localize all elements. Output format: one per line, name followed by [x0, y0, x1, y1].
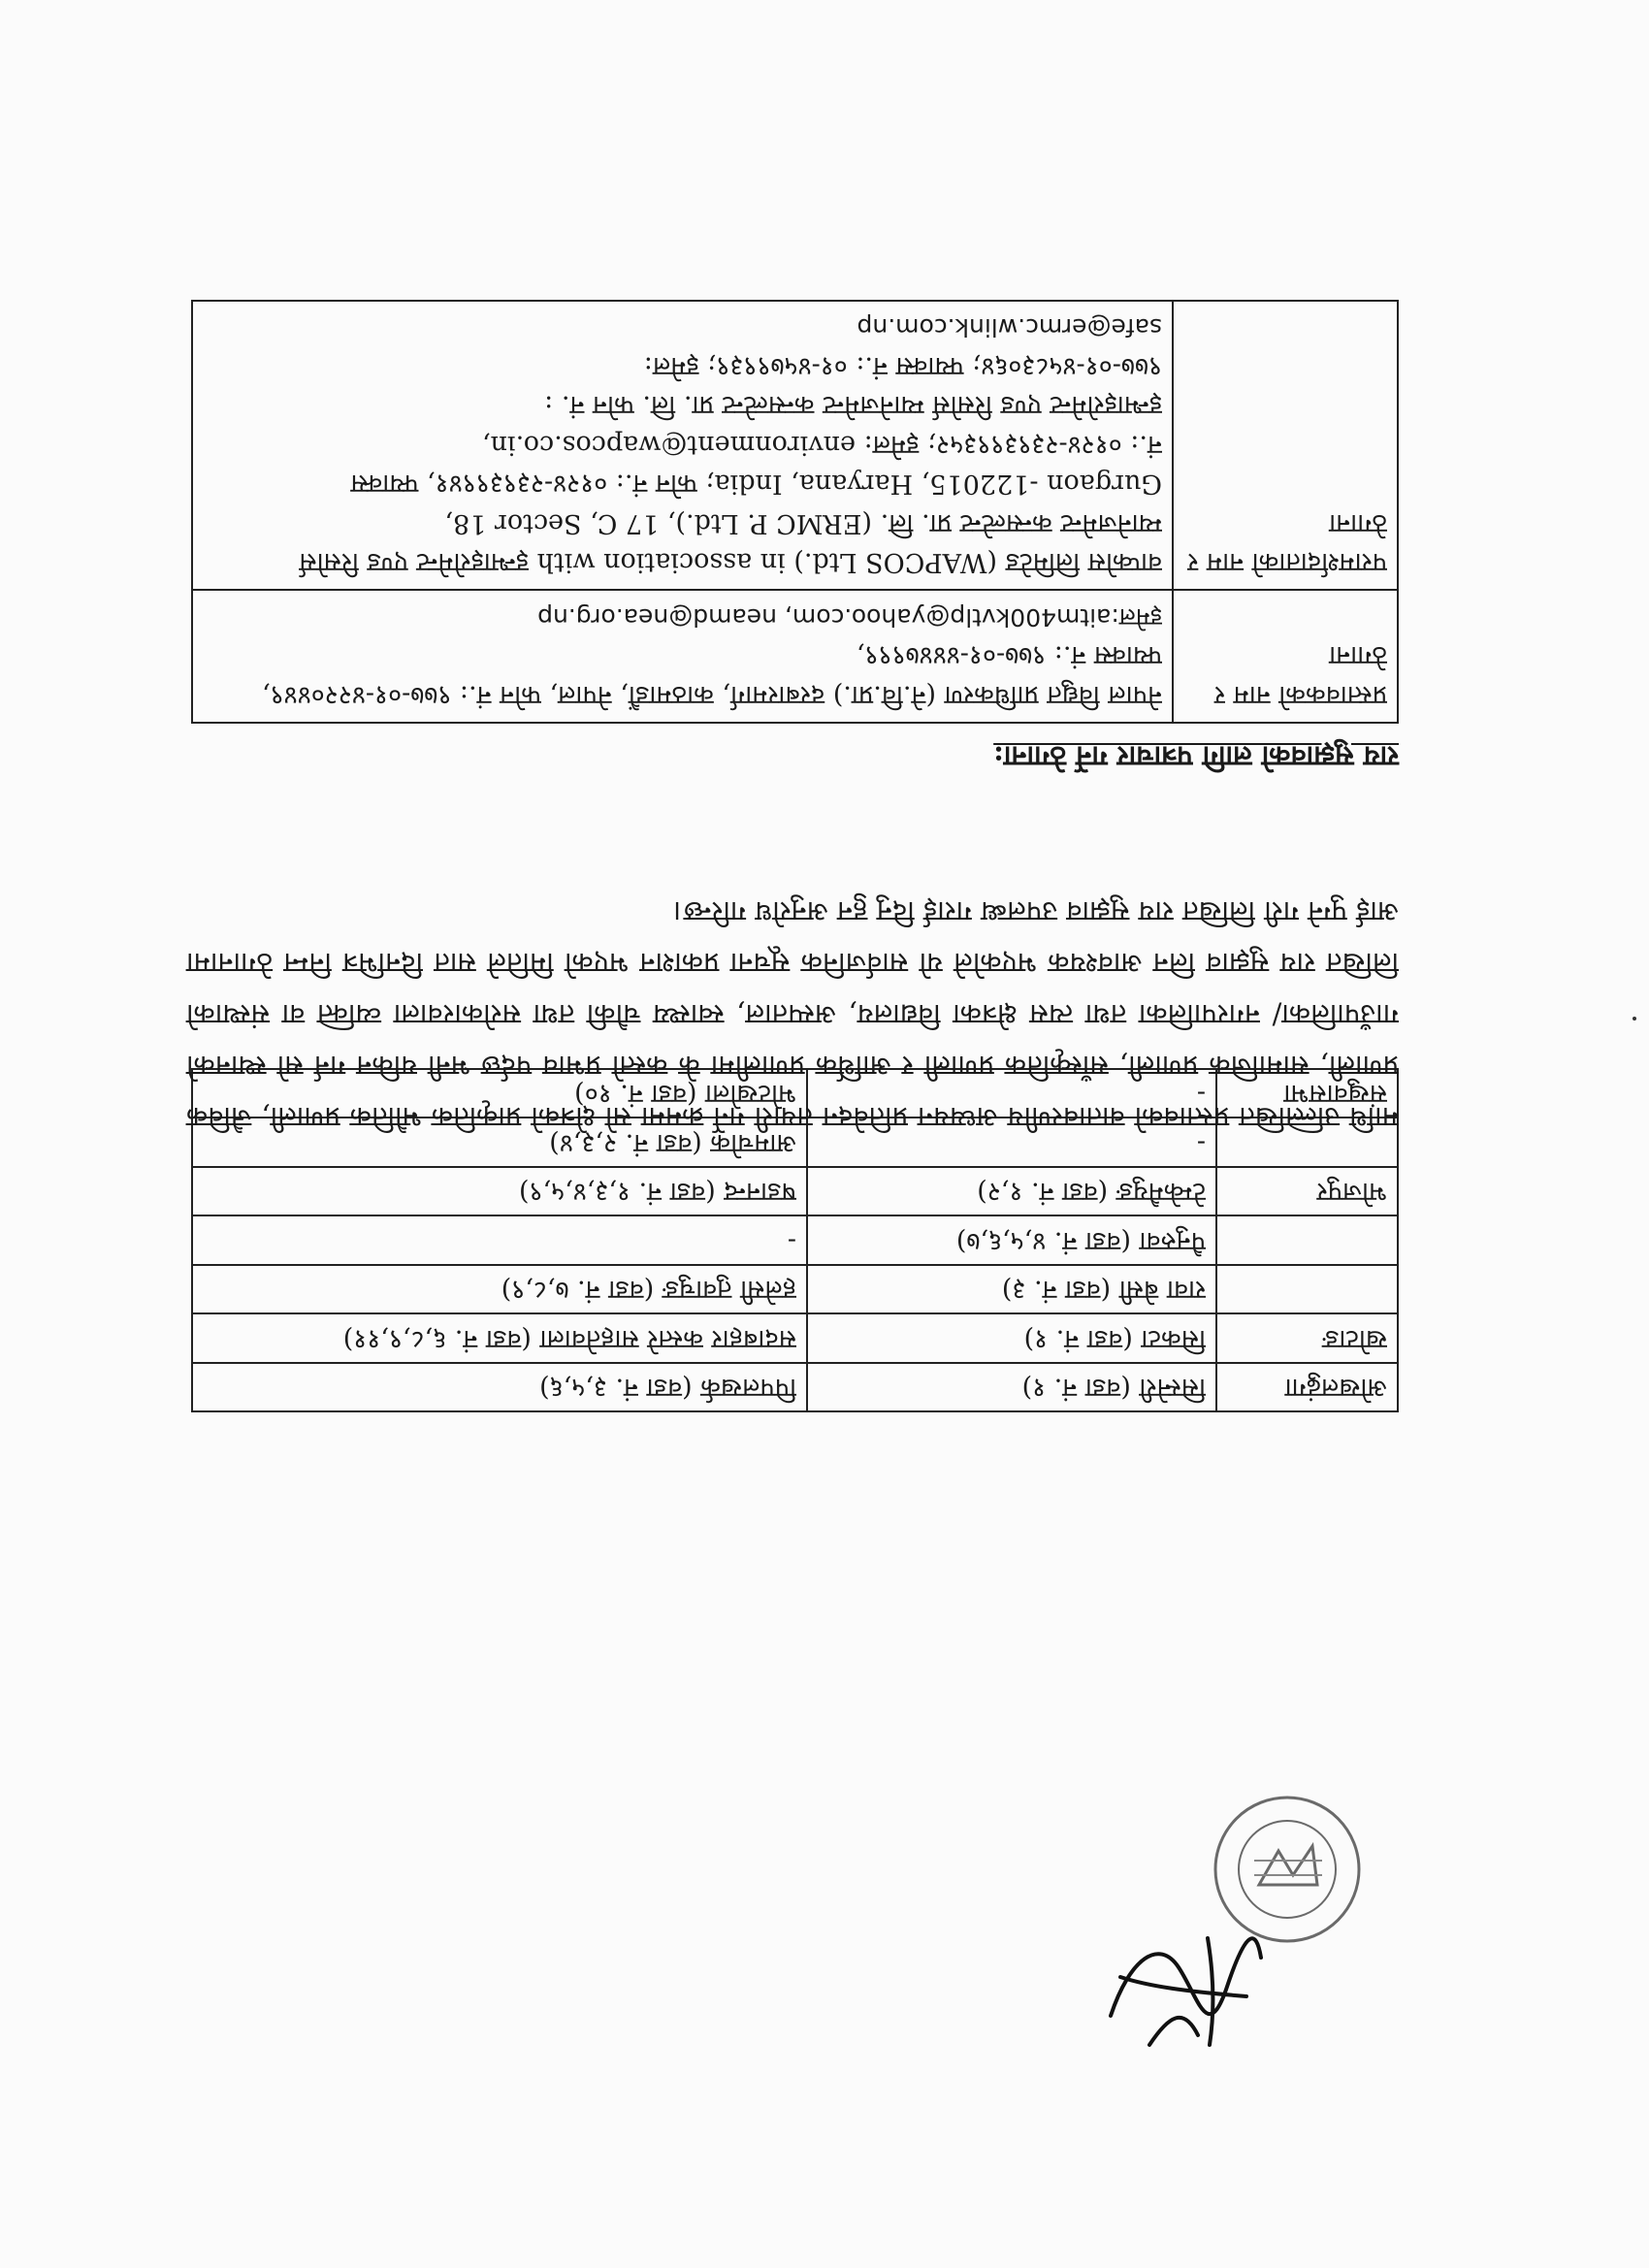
consultant-line4: इन्भाइरोमेन्ट एण्ड रिसोर्स म्यानेजमेन्ट कन्सल्टेन्ट प्रा. लि. फोन नं. :	[544, 390, 1162, 421]
vdc-cell-col-a: सिकटा (वडा नं. १)	[807, 1313, 1216, 1362]
vdc-cell-district: संखुवासभा	[1216, 1069, 1398, 1118]
vdc-cell-col-a: पैनुरुवा (वडा नं. ४,५,६,७)	[807, 1215, 1216, 1264]
consultant-row	[192, 301, 1398, 591]
vdc-cell-col-b: -	[192, 1215, 807, 1264]
vdc-cell-col-a: सिस्नेरी (वडा नं. १)	[807, 1363, 1216, 1411]
vdc-table-row	[192, 1167, 1398, 1215]
proponent-row	[192, 591, 1398, 724]
vdc-cell-col-b: भोटखोला (वडा नं. १०)	[192, 1069, 807, 1118]
vdc-cell-col-b: सदाबहार कस्तरे साहतेवाला (वडा नं. ६,८,९,११)	[192, 1313, 807, 1362]
vdc-table-row	[192, 1313, 1398, 1362]
margin-mark	[1633, 1017, 1636, 1021]
notice-paragraph: माथि उल्लिखित प्रस्तावको वातावरणीय अध्ययन प्रतिवेदन तयारी गर्ने क्रममा सो क्षेत्रको प्राकृतिक भौतिक प्रणाली, जैविक प्रणाली, सामाजिक प्रणाली, साँस्कृतिक प्रणाली र आर्थिक प्रणालीमा के कस्तो प्रभाव पर्दछ भनी यकिन गर्न सो स्थानको गाउँपालिका/ नगरपालिका तथा त्यस क्षेत्रका विद्यालय, अस्पताल, स्वास्थ्य चौकी तथा सरोकारवाला व्यक्ति वा संस्थाको लिखित राय सुझाव लिन आवश्यक भएकोले यो सार्वजनिक सूचना प्रकाशन भएको मितिले सात दिनभित्र निम्न ठेगानामा आई पुग्ने गरी लिखित राय सुझाव उपलब्ध गराई दिनु हुन अनुरोध गरिन्छ।	[186, 895, 1399, 1134]
vdc-table-row	[192, 1363, 1398, 1411]
vdc-cell-district	[1216, 1265, 1398, 1313]
vdc-cell-col-a: रावा बेसी (वडा नं. ३)	[807, 1265, 1216, 1313]
consultant-line5: ९७७-०१-४५८३०६४; फ्याक्स नं.: ०१-४५७९९३९; इमेल:	[643, 351, 1162, 381]
proponent-line1: नेपाल विद्युत प्राधिकरण (ने.वि.प्रा.) दरबारमार्ग, काठमाडौं, नेपाल, फोन नं.: ९७७-०१-४२२०४४९, फ्याक्स नं.: ९७७-०१-४४४७९९९,	[262, 640, 1162, 710]
vdc-cell-col-a: टेम्केमैयुङ (वडा नं. १,२)	[807, 1167, 1216, 1215]
consultant-line6: safe@ermc.wlink.com.np	[857, 313, 1162, 342]
authority-stamp	[1211, 1793, 1364, 1946]
consultant-line1: वाप्कोस लिमिटेड (WAPCOS Ltd.) in association with इन्भाइरोमेन्ट एण्ड रिसोर्स म्यानेजमेन्ट कन्सल्टेन्ट प्रा. लि. (ERMC P. Ltd.), 17 C, Sector 18,	[299, 508, 1162, 578]
vdc-cell-col-a: -	[807, 1069, 1216, 1118]
vdc-cell-col-a: -	[807, 1118, 1216, 1166]
vdc-cell-col-b: आमचोक (वडा नं. २,३,४)	[192, 1118, 807, 1166]
vdc-table-row	[192, 1265, 1398, 1313]
consultant-details	[192, 301, 1173, 591]
consultant-label: परामर्शदाताको नाम र ठेगाना	[1173, 301, 1398, 591]
contact-section-heading: राय सुझावको लागि पत्राचार गर्ने ठेगाना:	[993, 740, 1399, 773]
proponent-details	[192, 591, 1173, 724]
vdc-cell-district: भोजपुर	[1216, 1167, 1398, 1215]
vdc-cell-col-b: हलेसी तुवाचुङ (वडा नं. ७,८,९)	[192, 1265, 807, 1313]
vdc-cell-district	[1216, 1215, 1398, 1264]
proponent-label: प्रस्तावकको नाम र ठेगाना	[1173, 591, 1398, 724]
vdc-cell-col-b: षडानन्द (वडा नं. १,३,४,५,९)	[192, 1167, 807, 1215]
consultant-line2: Gurgaon -122015, Haryana, India; फोन नं.: ०१२४-२३९३९९४१, फ्याक्स	[350, 469, 1162, 500]
vdc-cell-district: ओखलढुंगा	[1216, 1363, 1398, 1411]
vdc-cell-district: खोटाङ	[1216, 1313, 1398, 1362]
vdc-table-row	[192, 1215, 1398, 1264]
consultant-line3: नं.: ०१२४-२३९३९९३५२; इमेल: environment@wapcos.co.in,	[482, 430, 1162, 460]
contact-table	[191, 300, 1399, 724]
vdc-cell-col-b: पिपलखर्क (वडा नं. ३,५,६)	[192, 1363, 807, 1411]
proponent-line2: इमेल:aitm400kvtlp@yahoo.com, neamd@nea.org.np	[537, 603, 1162, 632]
